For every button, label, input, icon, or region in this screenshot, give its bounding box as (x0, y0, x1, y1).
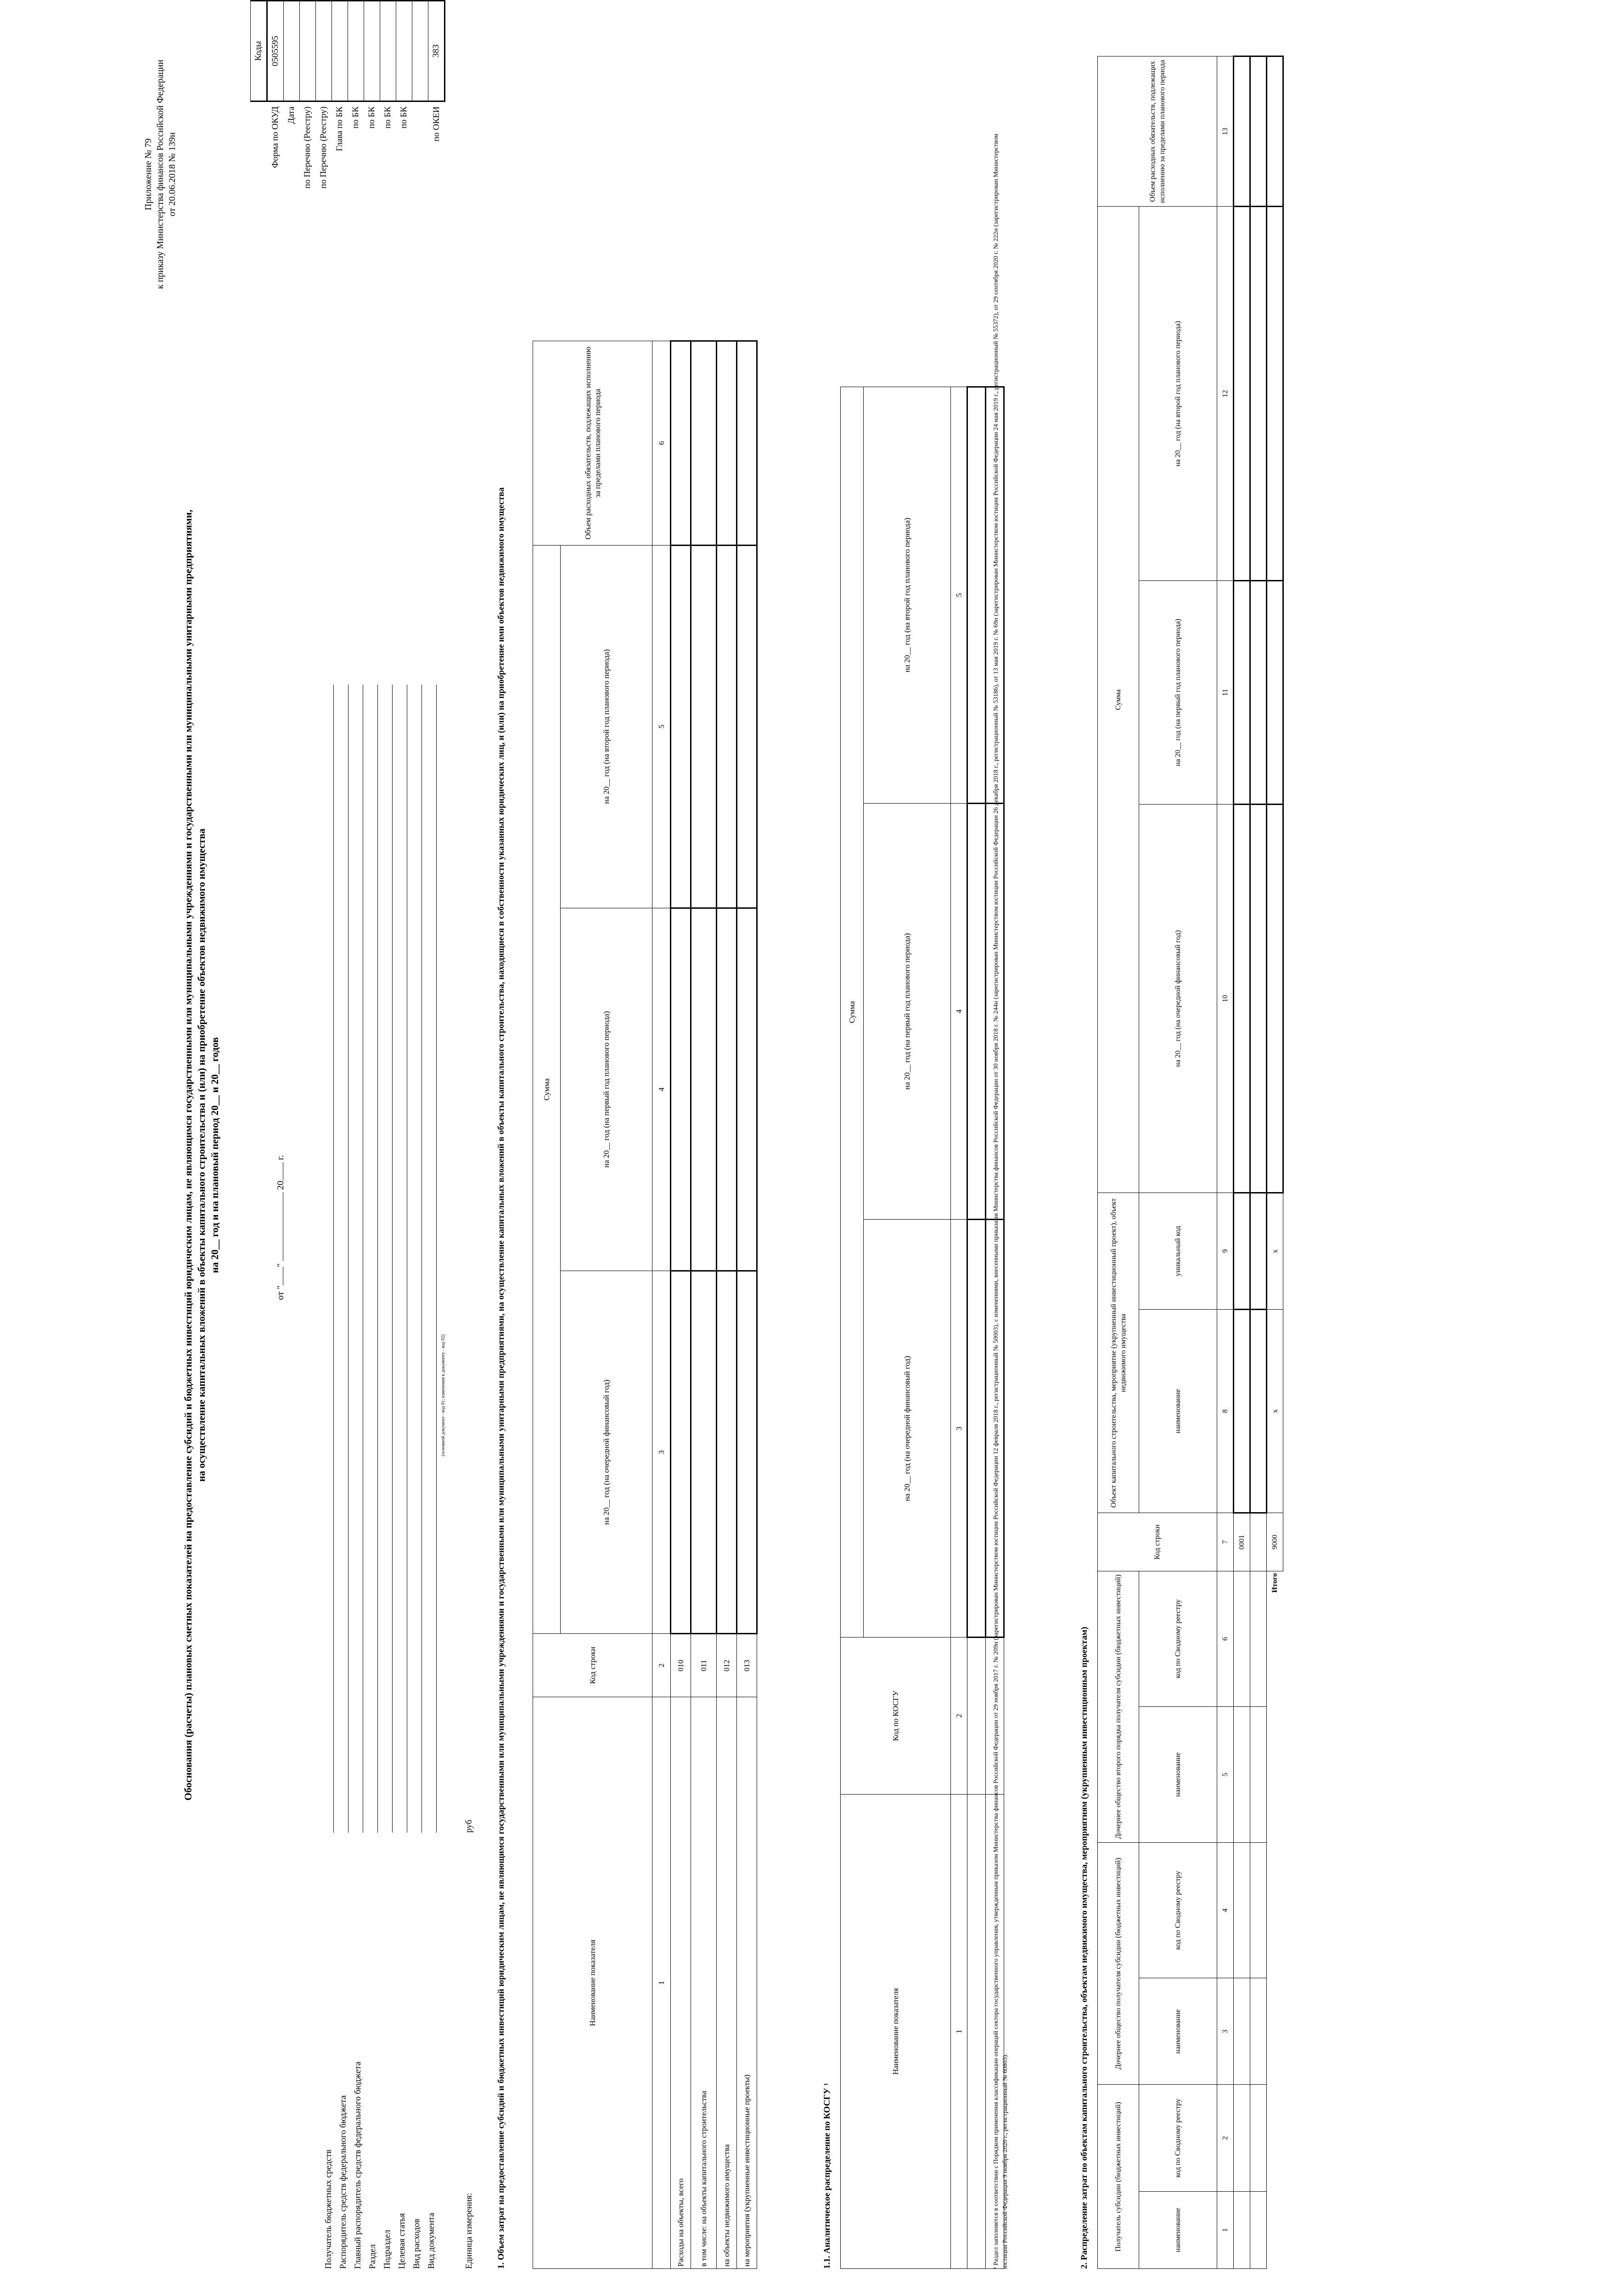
code-label: по БК (399, 106, 409, 129)
s11-hdr-y1: на 20__ год (на очередной финансовый год) (864, 1220, 951, 1638)
s1-hdr-name: Наименование показателя (533, 1697, 652, 2269)
s11-hdr-name: Наименование показателя (841, 1794, 951, 2268)
s2-cell[interactable] (1250, 1193, 1267, 1309)
s2-hdr-sub1: Дочернее общество получателя субсидии (бюджетных инвестиций) (1098, 1842, 1139, 2085)
code-value[interactable] (332, 1, 348, 101)
s11-cell[interactable] (967, 1638, 986, 1794)
param-label: Распорядитель средств федерального бюджета (338, 2095, 348, 2269)
codes-header: Коды (251, 1, 267, 101)
s2-num: 4 (1217, 1842, 1234, 1978)
s2-hdr-y1: на 20__ год (на очередной финансовый год) (1139, 804, 1217, 1193)
code-label: Глава по БК (335, 106, 344, 152)
s2-cell[interactable] (1234, 581, 1250, 804)
param-fill-line[interactable] (392, 685, 393, 1833)
s11-hdr-y2: на 20__ год (на первый год планового периода) (864, 803, 951, 1220)
s2-hdr-recipient: Получатель субсидии (бюджетных инвестиций) (1098, 2085, 1139, 2269)
s11-num: 3 (951, 1220, 967, 1638)
s2-cell[interactable] (1234, 1707, 1250, 1843)
s11-cell[interactable] (967, 1794, 986, 2268)
params-block (321, 1819, 477, 2269)
param-row (410, 2062, 424, 2269)
s1-cell[interactable] (671, 1271, 691, 1633)
s2-hdr-reg: код по Сводному реестру (1139, 1571, 1217, 1707)
s1-cell[interactable] (737, 908, 757, 1271)
param-row (321, 2062, 336, 2269)
s2-cell[interactable] (1234, 1978, 1250, 2085)
s11-hdr-sum: Сумма (841, 387, 864, 1638)
s2-total-label: Итого (1267, 1571, 1283, 2268)
param-label: Главный распорядитель средств федерального бюджета (353, 2061, 363, 2269)
units-row (462, 1819, 477, 2269)
code-label (412, 101, 428, 281)
s1-num: 1 (652, 1697, 671, 2269)
s2-cell[interactable] (1234, 804, 1250, 1193)
s2-cell[interactable] (1250, 207, 1267, 581)
section2-table (1097, 56, 1284, 2269)
s2-hdr-reg: код по Сводному реестру (1139, 2085, 1217, 2191)
s2-cell[interactable] (1250, 1571, 1267, 1707)
s2-cell[interactable] (1250, 1513, 1267, 1571)
s1-cell[interactable] (691, 1271, 717, 1633)
s1-row-code: 011 (691, 1634, 717, 1697)
s1-cell[interactable] (671, 908, 691, 1271)
s2-num: 1 (1217, 2191, 1234, 2268)
s2-hdr-name: наименование (1139, 2191, 1217, 2268)
code-label: по БК (383, 106, 393, 129)
s2-hdr-beyond: Объем расходных обязательств, подлежащих исполнению за пределами планового периода (1098, 56, 1217, 207)
s2-num: 7 (1217, 1513, 1234, 1571)
s2-num: 6 (1217, 1571, 1234, 1707)
s1-cell[interactable] (717, 341, 737, 546)
table-row (691, 341, 717, 2269)
code-value[interactable] (316, 1, 332, 101)
s1-hdr-beyond: Объем расходных обязательств, подлежащих исполнению за пределами планового периода (533, 341, 652, 546)
param-fill-line[interactable] (436, 685, 437, 1833)
s1-cell[interactable] (717, 545, 737, 908)
table-row (967, 387, 986, 2269)
s2-cell[interactable] (1234, 207, 1250, 581)
s2-hdr-code: Код строки (1098, 1513, 1217, 1571)
param-label: Подраздел (382, 2229, 392, 2269)
s2-total-cell[interactable] (1267, 207, 1283, 581)
s11-num: 5 (951, 387, 967, 804)
s2-hdr-y2: на 20__ год (на первый год планового периода) (1139, 581, 1217, 804)
s1-cell[interactable] (671, 341, 691, 546)
code-value-okud[interactable]: 0505595 (267, 1, 284, 101)
param-row (336, 2062, 351, 2269)
code-value[interactable] (380, 1, 396, 101)
param-row (351, 2062, 365, 2269)
section1-title: 1. Объем затрат на предоставление субсидий и бюджетных инвестиций юридическим лицам, не являющимся государственными или муниципальными учреждениями и государственными или муниципальными унитарными предприятиями, на осуществление капитальных вложений в объекты капитального строительства, находящиеся в собственности указанных юридических лиц, и (или) на приобретение ими объектов недвижимого имущества (496, 487, 506, 2269)
code-label: Форма по ОКУД (270, 106, 280, 168)
s2-total-cell[interactable] (1267, 581, 1283, 804)
title-line: на 20__ год и на плановый период 20__ и 20__ годов (209, 1037, 220, 1273)
code-label: по Перечню (Реестру) (319, 106, 328, 189)
s11-hdr-y3: на 20__ год (на второй год планового периода) (864, 387, 951, 804)
s1-num: 6 (652, 341, 671, 546)
date-suffix: г. (275, 1155, 286, 1160)
s1-cell[interactable] (691, 341, 717, 546)
date-mid: " (275, 1263, 286, 1267)
s11-cell[interactable] (967, 1220, 986, 1638)
s2-num: 12 (1217, 207, 1234, 581)
section11-title: 1.1. Аналитическое распределение по КОСГУ ¹ (822, 2083, 832, 2269)
s2-cell[interactable] (1234, 2085, 1250, 2191)
title-line: Обоснования (расчеты) плановых сметных показателей на предоставление субсидий и бюджетных инвестиций юридическим лицам, не являющимся государственными или муниципальными учреждениями и государственными или муниципальными унитарными предприятиями, (182, 510, 194, 1801)
code-label: Дата (287, 106, 296, 124)
param-row (365, 2062, 380, 2269)
s2-total-x: x (1267, 1193, 1283, 1309)
s11-num: 4 (951, 803, 967, 1220)
s1-cell[interactable] (691, 545, 717, 908)
s1-num: 3 (652, 1271, 671, 1633)
s1-hdr-y2: на 20__ год (на первый год планового периода) (561, 908, 652, 1271)
title-line: на осуществление капитальных вложений в объекты капитального строительства и (или) на приобретение объектов недвижимого имущества (196, 828, 207, 1482)
s1-cell[interactable] (737, 545, 757, 908)
date-line (275, 1155, 286, 1300)
s2-num: 8 (1217, 1309, 1234, 1513)
s2-cell[interactable] (1250, 1978, 1267, 2085)
s1-row-name: Расходы на объекты, всего (671, 1697, 691, 2269)
s1-row-code: 010 (671, 1634, 691, 1697)
code-value[interactable] (364, 1, 380, 101)
code-value[interactable] (300, 1, 316, 101)
code-label: по Перечню (Реестру) (303, 106, 312, 189)
param-label: Раздел (368, 2244, 377, 2269)
s2-cell[interactable] (1234, 1842, 1250, 1978)
code-label: по БК (351, 106, 360, 129)
s2-num: 2 (1217, 2085, 1234, 2191)
s1-row-code: 013 (737, 1634, 757, 1697)
s2-hdr-name: наименование (1139, 1978, 1217, 2085)
date-prefix: от " (275, 1285, 286, 1300)
param-label: Вид документа (427, 2212, 436, 2269)
s2-cell[interactable] (1250, 1309, 1267, 1513)
s2-row-code: 0001 (1234, 1513, 1250, 1571)
appendix-note (142, 60, 178, 289)
s2-total-cell[interactable] (1267, 56, 1283, 207)
s1-cell[interactable] (717, 908, 737, 1271)
doc-type-note: (основной документ - код 01; изменения к документу - код 02) (441, 1334, 446, 1456)
footnote: ¹ Раздел заполняется в соответствии с Порядком применения классификации операций сектора государственного управления, утвержденным приказом Министерства финансов Российской Федерации от 29 ноября 2017 г. № 209н (зарегистрирован Министерством юстиции Российской Федерации 12 февраля 2018 г., регистрационный № 50003), с изменениями, внесенными приказами Министерства финансов Российской Федерации от 30 ноября 2018 г. № 244н (зарегистрирован Министерством юстиции Российской Федерации 26 декабря 2018 г., регистрационный № 53186), от 13 мая 2019 г. № 69н (зарегистрирован Министерством юстиции Российской Федерации 24 мая 2019 г., регистрационный № 55372), от 29 сентября 2020 г. № 222н (зарегистрирован Министерством юстиции Российской Федерации 9 ноября 2020 г., регистрационный № 60803). (993, 134, 1009, 2269)
table-row (737, 341, 757, 2269)
s2-hdr-y3: на 20__ год (на второй год планового периода) (1139, 207, 1217, 581)
s2-hdr-name: наименование (1139, 1309, 1217, 1513)
param-fill-line[interactable] (333, 685, 334, 1833)
s2-cell[interactable] (1234, 2191, 1250, 2268)
code-value-okei[interactable]: 383 (428, 1, 445, 101)
param-row (395, 2062, 410, 2269)
code-label: по БК (367, 106, 377, 129)
s11-cell[interactable] (967, 803, 986, 1220)
s1-cell[interactable] (671, 545, 691, 908)
s1-cell[interactable] (717, 1271, 737, 1633)
units-value: руб (464, 1819, 474, 1833)
s1-num: 5 (652, 545, 671, 908)
s1-row-name: на мероприятия (укрупненные инвестиционные проекты) (737, 1697, 757, 2269)
s1-row-name: на объекты недвижимого имущества (717, 1697, 737, 2269)
s1-row-name: в том числе: на объекты капитального строительства (691, 1697, 717, 2269)
s2-hdr-reg: код по Сводному реестру (1139, 1842, 1217, 1978)
s2-hdr-uniq: уникальный код (1139, 1193, 1217, 1309)
param-label: Получатель бюджетных средств (324, 2150, 333, 2269)
total-row (1267, 56, 1283, 2269)
s11-num: 2 (951, 1638, 967, 1794)
appendix-line: к приказу Министерства финансов Российской Федерации (155, 60, 165, 289)
s2-hdr-object: Объект капитального строительства, мероприятие (укрупненный инвестиционный проект), объект недвижимого имущества (1098, 1193, 1139, 1513)
form-title (181, 0, 221, 2296)
code-value-date[interactable] (284, 1, 300, 101)
s2-total-cell[interactable] (1267, 804, 1283, 1193)
appendix-line: Приложение № 79 (143, 138, 153, 210)
s2-cell[interactable] (1234, 1571, 1250, 1707)
date-year: 20 (275, 1181, 286, 1190)
s2-cell[interactable] (1234, 1193, 1250, 1309)
s1-hdr-y1: на 20__ год (на очередной финансовый год) (561, 1271, 652, 1633)
s2-cell[interactable] (1250, 804, 1267, 1193)
s2-hdr-sum: Сумма (1098, 207, 1139, 1193)
s1-hdr-code: Код строки (533, 1634, 652, 1697)
table-row (717, 341, 737, 2269)
s2-cell[interactable] (1250, 2085, 1267, 2191)
code-value[interactable] (396, 1, 412, 101)
s2-num: 13 (1217, 56, 1234, 207)
s2-cell[interactable] (1234, 56, 1250, 207)
section2-title: 2. Распределение затрат по объектам капитального строительства, объектам недвижимого имущества, мероприятиям (укрупненным инвестиционным проектам) (1079, 1626, 1089, 2269)
section1-table (533, 340, 758, 2269)
s1-cell[interactable] (737, 341, 757, 546)
code-label: по ОКЕИ (431, 106, 441, 141)
s1-hdr-y3: на 20__ год (на второй год планового периода) (561, 545, 652, 908)
codes-table (250, 0, 445, 281)
section11-table (840, 386, 1005, 2269)
param-label: Вид расходов (412, 2218, 422, 2269)
table-row (1234, 56, 1250, 2269)
s1-cell[interactable] (737, 1271, 757, 1633)
param-label: Целевая статья (397, 2213, 407, 2269)
s2-num: 10 (1217, 804, 1234, 1193)
s1-hdr-sum: Сумма (533, 545, 561, 1633)
s2-cell[interactable] (1250, 2191, 1267, 2268)
s1-row-code: 012 (717, 1634, 737, 1697)
s2-cell[interactable] (1250, 581, 1267, 804)
code-value[interactable] (348, 1, 364, 101)
param-fill-line[interactable] (377, 685, 378, 1833)
s2-total-code: 9000 (1267, 1513, 1283, 1571)
s2-cell[interactable] (1234, 1309, 1250, 1513)
s1-num: 2 (652, 1634, 671, 1697)
table-row (671, 341, 691, 2269)
table-row (1250, 56, 1267, 2269)
code-value[interactable] (412, 1, 428, 101)
s1-num: 4 (652, 908, 671, 1271)
s2-hdr-sub2: Дочернее общество второго порядка получателя субсидии (бюджетных инвестиций) (1098, 1571, 1139, 1842)
appendix-line: от 20.06.2018 № 139н (167, 132, 177, 217)
s2-num: 11 (1217, 581, 1234, 804)
s11-cell[interactable] (967, 387, 986, 804)
param-row (424, 2062, 439, 2269)
s2-cell[interactable] (1250, 1707, 1267, 1843)
s1-cell[interactable] (691, 908, 717, 1271)
s11-num: 1 (951, 1794, 967, 2268)
s2-total-x: x (1267, 1309, 1283, 1513)
param-row (380, 2062, 395, 2269)
units-label: Единица измерения: (464, 2193, 474, 2269)
s2-cell[interactable] (1250, 56, 1267, 207)
s2-num: 3 (1217, 1978, 1234, 2085)
s11-hdr-kosgu: Код по КОСГУ (841, 1638, 951, 1794)
s2-cell[interactable] (1250, 1842, 1267, 1978)
s2-num: 9 (1217, 1193, 1234, 1309)
s2-hdr-name: наименование (1139, 1707, 1217, 1843)
s2-num: 5 (1217, 1707, 1234, 1843)
